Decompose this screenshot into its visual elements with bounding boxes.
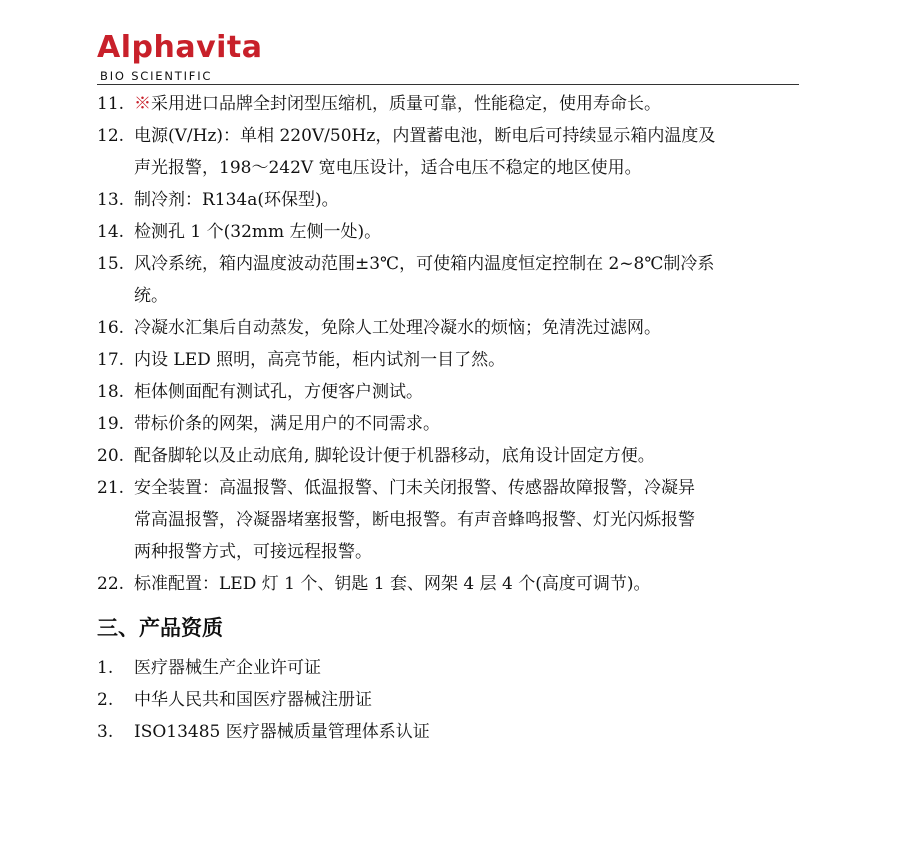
page-header (0, 0, 900, 86)
item-text: 配备脚轮以及止动底角, 脚轮设计便于机器移动，底角设计固定方便。 (134, 446, 655, 466)
item-text: 医疗器械生产企业许可证 (134, 658, 321, 678)
item-text: 中华人民共和国医疗器械注册证 (134, 690, 372, 710)
item-text-line: 两种报警方式，可接远程报警。 (134, 542, 372, 562)
item-number: 2. (97, 690, 114, 710)
item-text: 内设 LED 照明，高亮节能，柜内试剂一目了然。 (134, 350, 506, 370)
section-title-qualifications: 三、产品资质 (97, 615, 223, 640)
item-text: 冷凝水汇集后自动蒸发，免除人工处理冷凝水的烦恼；免清洗过滤网。 (134, 318, 661, 338)
item-text (134, 248, 802, 312)
item-text: ISO13485 医疗器械质量管理体系认证 (134, 722, 430, 742)
item-text-line: 声光报警，198～242V 宽电压设计，适合电压不稳定的地区使用。 (134, 158, 642, 178)
item-number: 21. (97, 478, 125, 498)
feature-item-13 (97, 184, 802, 216)
document-body (97, 88, 802, 748)
feature-item-21 (97, 472, 802, 568)
feature-item-19 (97, 408, 802, 440)
qualification-item-1 (97, 652, 802, 684)
item-number: 20. (97, 446, 125, 466)
reference-mark-icon: ※ (134, 94, 151, 114)
item-number: 3. (97, 722, 114, 742)
item-text: 制冷剂：R134a(环保型)。 (134, 190, 339, 210)
item-number: 18. (97, 382, 125, 402)
feature-item-12 (97, 120, 802, 184)
item-text (134, 472, 802, 568)
qualification-item-3 (97, 716, 802, 748)
item-number: 11. (97, 94, 125, 114)
feature-item-14 (97, 216, 802, 248)
item-number: 19. (97, 414, 125, 434)
feature-item-15 (97, 248, 802, 312)
feature-item-17 (97, 344, 802, 376)
item-number: 1. (97, 658, 114, 678)
item-text-line: 风冷系统，箱内温度波动范围±3℃，可使箱内温度恒定控制在 2~8℃制冷系 (134, 254, 715, 274)
item-text: ※采用进口品牌全封闭型压缩机，质量可靠，性能稳定，使用寿命长。 (134, 94, 661, 114)
item-text (134, 120, 802, 184)
feature-item-20 (97, 440, 802, 472)
feature-item-11 (97, 88, 802, 120)
item-text-line: 统。 (134, 286, 168, 306)
feature-item-16 (97, 312, 802, 344)
item-text-line: 安全装置：高温报警、低温报警、门未关闭报警、传感器故障报警，冷凝异 (134, 478, 695, 498)
item-text: 柜体侧面配有测试孔，方便客户测试。 (134, 382, 423, 402)
item-text-line: 电源(V/Hz)：单相 220V/50Hz，内置蓄电池，断电后可持续显示箱内温度及 (134, 126, 716, 146)
item-number: 22. (97, 574, 125, 594)
item-number: 12. (97, 126, 125, 146)
feature-item-22 (97, 568, 802, 600)
item-number: 15. (97, 254, 125, 274)
header-divider (97, 84, 799, 85)
qualification-item-2 (97, 684, 802, 716)
brand-tagline: BIO SCIENTIFIC (100, 69, 213, 83)
item-number: 13. (97, 190, 125, 210)
item-number: 17. (97, 350, 125, 370)
item-text-line: 常高温报警，冷凝器堵塞报警，断电报警。有声音蜂鸣报警、灯光闪烁报警 (134, 510, 695, 530)
feature-item-18 (97, 376, 802, 408)
item-text: 带标价条的网架，满足用户的不同需求。 (134, 414, 440, 434)
item-number: 16. (97, 318, 125, 338)
item-number: 14. (97, 222, 125, 242)
item-text: 标准配置：LED 灯 1 个、钥匙 1 套、网架 4 层 4 个(高度可调节)。 (134, 574, 651, 594)
brand-logo: Alphavita (97, 30, 263, 65)
item-text: 检测孔 1 个(32mm 左侧一处)。 (134, 222, 382, 242)
